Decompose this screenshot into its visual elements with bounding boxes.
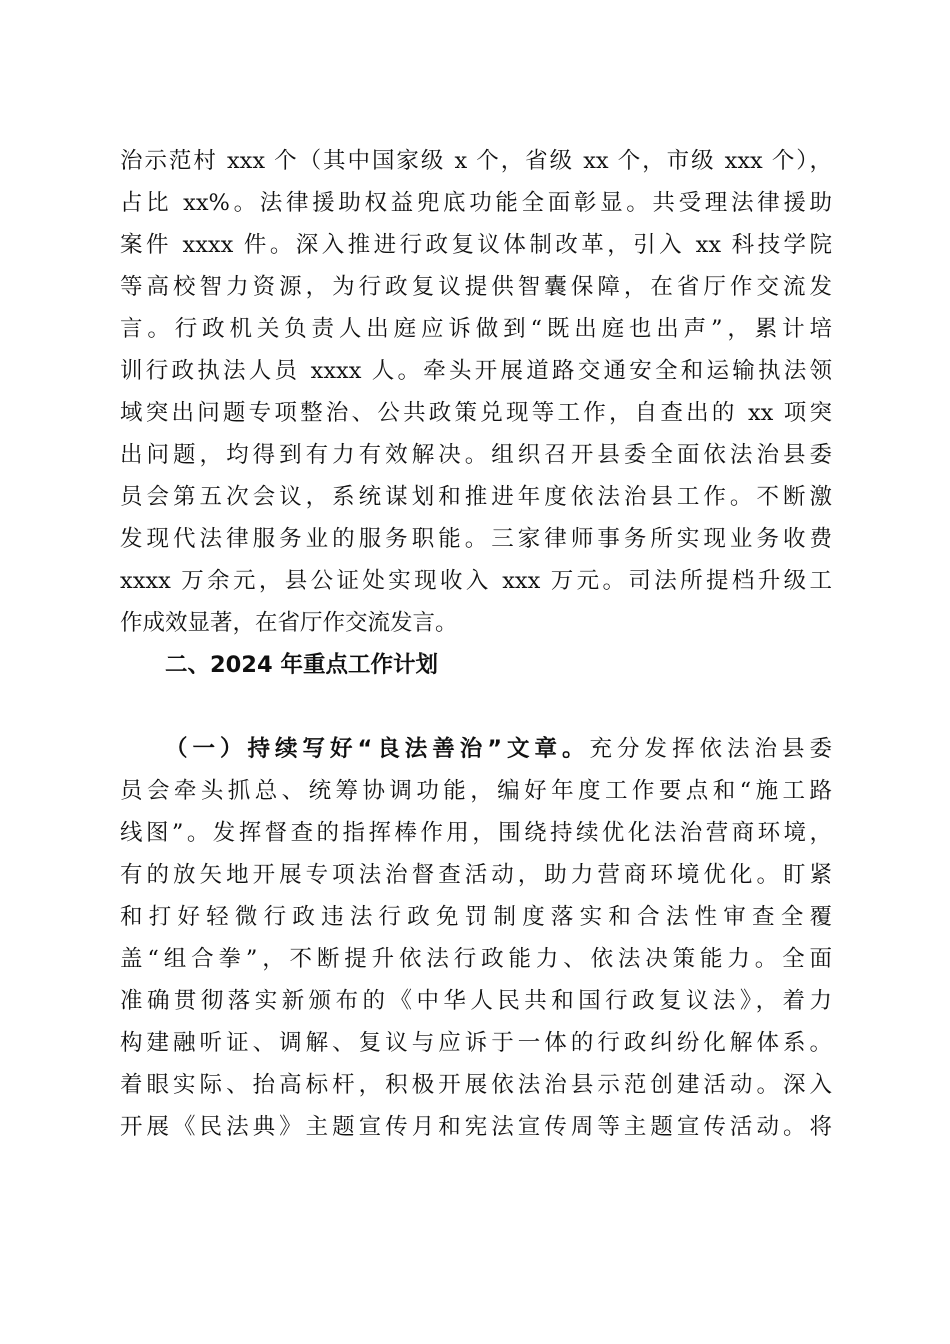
paragraph-line: 域突出问题专项整治、公共政策兑现等工作，自查出的 xx 项突 [120, 400, 832, 426]
paragraph-line: 和打好轻微行政违法行政免罚制度落实和合法性审查全覆 [120, 904, 832, 930]
paragraph-line: 着眼实际、抬高标杆，积极开展依法治县示范创建活动。深入 [120, 1072, 832, 1098]
section-heading-block [120, 644, 832, 686]
paragraph-line: 构建融听证、调解、复议与应诉于一体的行政纠纷化解体系。 [120, 1030, 832, 1056]
section-heading: 二、2024 年重点工作计划 [165, 652, 438, 678]
paragraph-line: 员会第五次会议，系统谋划和推进年度依法治县工作。不断激 [120, 484, 832, 510]
paragraph-line: 治示范村 xxx 个（其中国家级 x 个，省级 xx 个，市级 xxx 个）， [120, 148, 832, 174]
paragraph-2 [120, 728, 832, 1148]
paragraph-line-rest: 充分发挥依法治县委 [589, 736, 832, 762]
paragraph-line: 作成效显著，在省厅作交流发言。 [120, 610, 458, 636]
paragraph-line: 线图”。发挥督查的指挥棒作用，围绕持续优化法治营商环境， [120, 820, 832, 846]
paragraph-line: 盖“组合拳”，不断提升依法行政能力、依法决策能力。全面 [120, 946, 832, 972]
paragraph-line: 言。行政机关负责人出庭应诉做到“既出庭也出声”，累计培 [120, 316, 832, 342]
paragraph-line: 员会牵头抓总、统筹协调功能，编好年度工作要点和“施工路 [120, 778, 832, 804]
paragraph-line: 等高校智力资源，为行政复议提供智囊保障，在省厅作交流发 [120, 274, 832, 300]
paragraph-line: xxxx 万余元，县公证处实现收入 xxx 万元。司法所提档升级工 [120, 568, 832, 594]
paragraph-line: 开展《民法典》主题宣传月和宪法宣传周等主题宣传活动。将 [120, 1114, 832, 1140]
paragraph-line: 有的放矢地开展专项法治督查活动，助力营商环境优化。盯紧 [120, 862, 832, 888]
paragraph-line: 训行政执法人员 xxxx 人。牵头开展道路交通安全和运输执法领 [120, 358, 832, 384]
paragraph-line-first [120, 728, 832, 770]
paragraph-line: 准确贯彻落实新颁布的《中华人民共和国行政复议法》，着力 [120, 988, 832, 1014]
paragraph-line: 案件 xxxx 件。深入推进行政复议体制改革，引入 xx 科技学院 [120, 232, 832, 258]
sub-heading: （一）持续写好“良法善治”文章。 [165, 736, 590, 762]
paragraph-line: 发现代法律服务业的服务职能。三家律师事务所实现业务收费 [120, 526, 832, 552]
paragraph-line: 出问题，均得到有力有效解决。组织召开县委全面依法治县委 [120, 442, 832, 468]
paragraph-line: 占比 xx%。法律援助权益兜底功能全面彰显。共受理法律援助 [120, 190, 832, 216]
paragraph-1 [120, 140, 832, 644]
